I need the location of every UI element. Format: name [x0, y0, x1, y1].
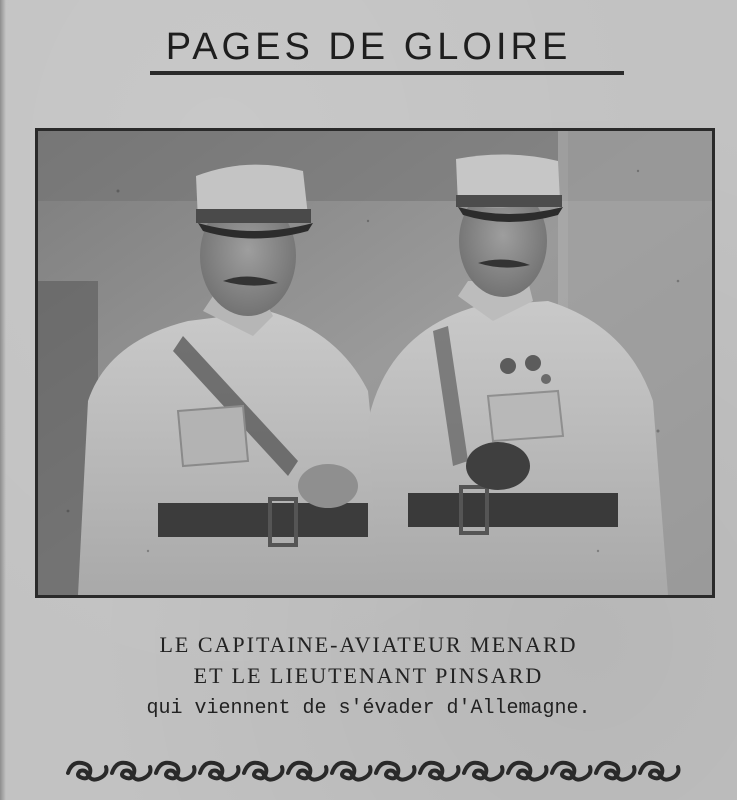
- photograph: [38, 131, 712, 595]
- caption-line-2: ET LE LIEUTENANT PINSARD: [193, 663, 544, 688]
- scroll-wave-border-icon: [66, 755, 686, 783]
- page-title: PAGES DE GLOIRE: [165, 26, 572, 68]
- caption-line-1: LE CAPITAINE-AVIATEUR MENARD: [159, 632, 578, 657]
- title-underline: [150, 71, 624, 75]
- caption-line-3: qui viennent de s'évader d'Allemagne.: [146, 697, 591, 720]
- photograph-frame: [35, 128, 715, 598]
